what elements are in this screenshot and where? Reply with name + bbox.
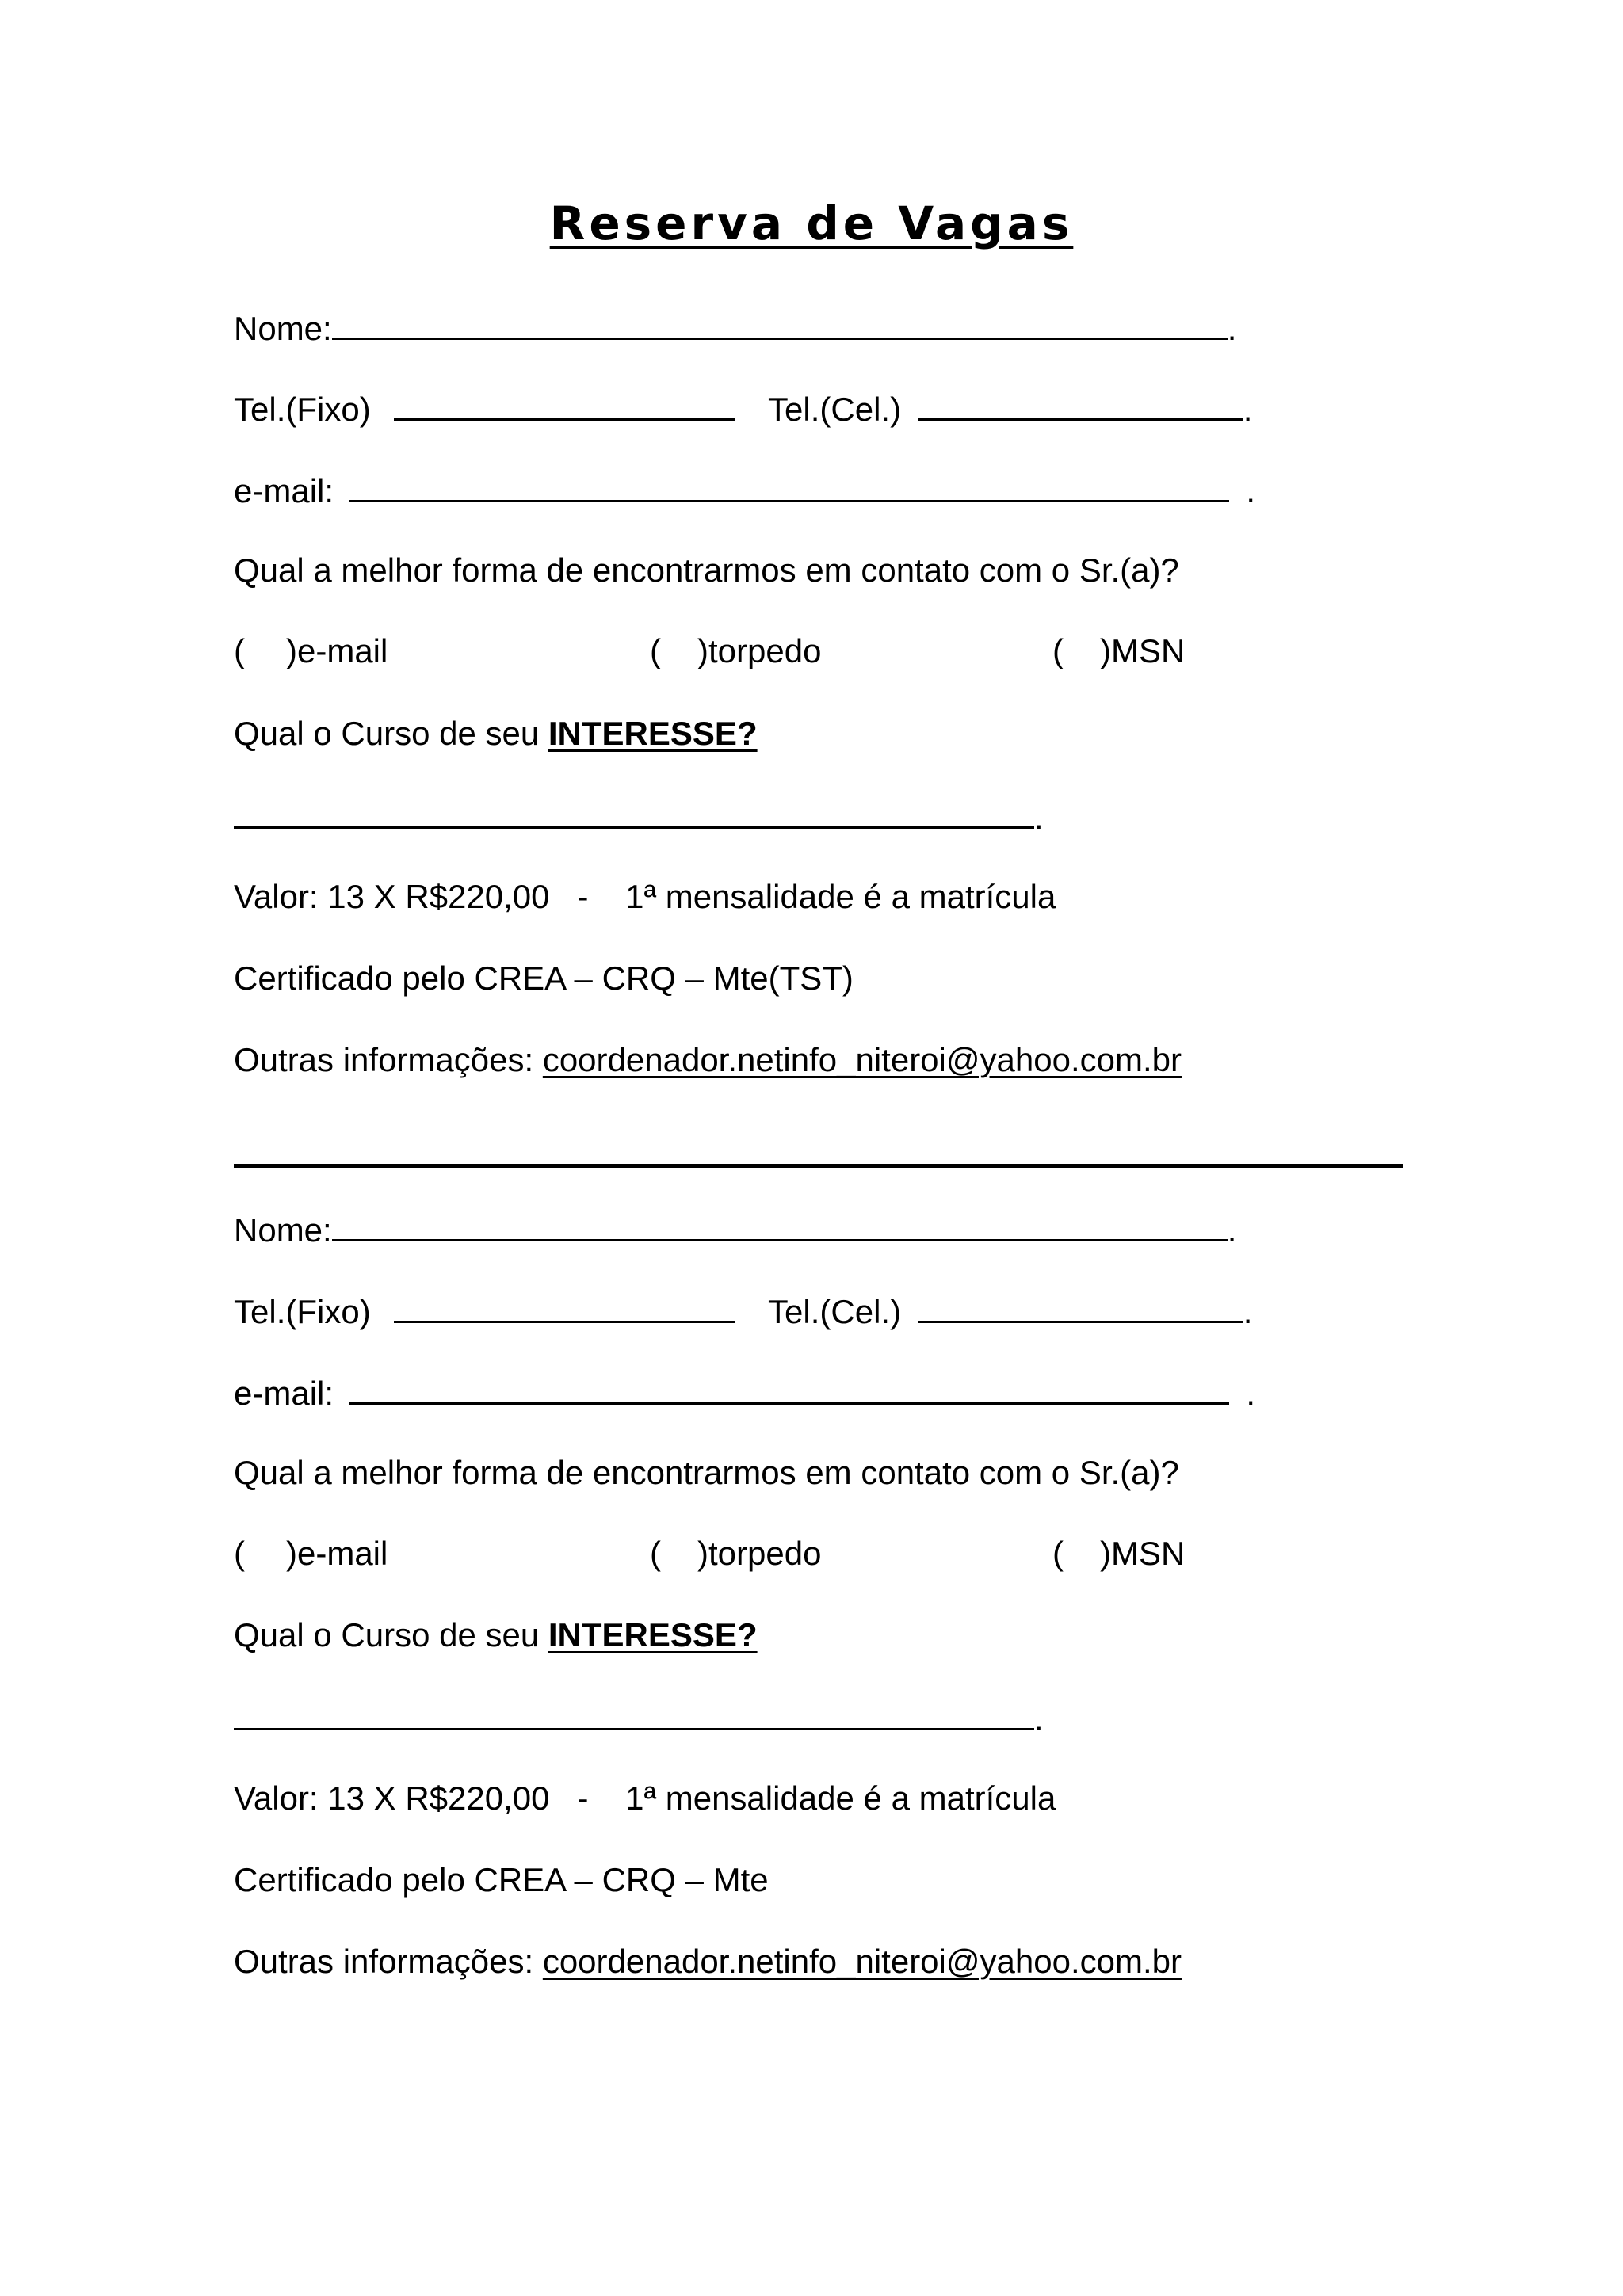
checkbox-torpedo[interactable] <box>650 1533 821 1574</box>
separator-line <box>234 1164 1403 1168</box>
tel-fixo-label: Tel.(Fixo) <box>234 391 371 428</box>
checkbox-open-paren: ( <box>234 632 245 669</box>
phone-row: Tel.(Fixo) Tel.(Cel.) . <box>234 1289 1252 1330</box>
info-row <box>234 1039 1182 1081</box>
course-field[interactable] <box>234 795 1034 829</box>
course-question: Qual o Curso de seu <box>234 1616 540 1653</box>
checkbox-open-paren: ( <box>650 1535 661 1572</box>
option-msn-label: )MSN <box>1100 632 1186 669</box>
name-label: Nome: <box>234 1211 332 1249</box>
option-email-label: )e-mail <box>286 632 388 669</box>
email-field[interactable] <box>349 468 1229 502</box>
certificate-text: Certificado pelo CREA – CRQ – Mte <box>234 1861 769 1898</box>
name-row: Nome: . <box>234 306 1236 347</box>
checkbox-msn[interactable] <box>1052 1533 1185 1574</box>
option-email-label: )e-mail <box>286 1535 388 1572</box>
tel-fixo-field[interactable] <box>394 1289 735 1323</box>
info-email-link[interactable]: coordenador.netinfo_niteroi@yahoo.com.br <box>542 1041 1182 1078</box>
tel-cel-label: Tel.(Cel.) <box>768 1293 902 1330</box>
course-emphasis: INTERESSE? <box>548 1616 758 1653</box>
course-emphasis: INTERESSE? <box>548 715 758 752</box>
checkbox-torpedo[interactable] <box>650 631 821 672</box>
tel-fixo-field[interactable] <box>394 387 735 421</box>
tel-cel-field[interactable] <box>918 1289 1243 1323</box>
checkbox-open-paren: ( <box>650 632 661 669</box>
email-row: e-mail: . <box>234 1371 1255 1412</box>
checkbox-email[interactable] <box>234 1533 388 1574</box>
tel-fixo-label: Tel.(Fixo) <box>234 1293 371 1330</box>
tel-cel-field[interactable] <box>918 387 1243 421</box>
checkbox-msn[interactable] <box>1052 631 1185 672</box>
email-label: e-mail: <box>234 1375 334 1412</box>
page-title: Reserva de Vagas <box>549 196 1074 250</box>
course-question-row <box>234 1615 758 1656</box>
tel-cel-label: Tel.(Cel.) <box>768 391 902 428</box>
course-row: . <box>234 1696 1044 1737</box>
option-msn-label: )MSN <box>1100 1535 1186 1572</box>
email-label: e-mail: <box>234 472 334 509</box>
certificate-text: Certificado pelo CREA – CRQ – Mte(TST) <box>234 959 854 997</box>
email-row: e-mail: . <box>234 468 1255 509</box>
checkbox-open-paren: ( <box>234 1535 245 1572</box>
name-field[interactable] <box>332 306 1228 340</box>
price-text: Valor: 13 X R$220,00 - 1ª mensalidade é a matrícula <box>234 1779 1056 1817</box>
course-field[interactable] <box>234 1696 1034 1730</box>
info-email-link[interactable]: coordenador.netinfo_niteroi@yahoo.com.br <box>542 1943 1182 1980</box>
name-field[interactable] <box>332 1207 1228 1241</box>
info-label: Outras informações: <box>234 1943 534 1980</box>
option-torpedo-label: )torpedo <box>697 632 822 669</box>
checkbox-open-paren: ( <box>1052 1535 1064 1572</box>
info-label: Outras informações: <box>234 1041 534 1078</box>
option-torpedo-label: )torpedo <box>697 1535 822 1572</box>
course-question: Qual o Curso de seu <box>234 715 540 752</box>
price-text: Valor: 13 X R$220,00 - 1ª mensalidade é a matrícula <box>234 878 1056 915</box>
checkbox-open-paren: ( <box>1052 632 1064 669</box>
course-question-row <box>234 713 758 754</box>
contact-question: Qual a melhor forma de encontrarmos em contato com o Sr.(a)? <box>234 1454 1179 1491</box>
checkbox-email[interactable] <box>234 631 388 672</box>
info-row <box>234 1941 1182 1982</box>
name-row: Nome: . <box>234 1207 1236 1249</box>
email-field[interactable] <box>349 1371 1229 1405</box>
contact-question: Qual a melhor forma de encontrarmos em contato com o Sr.(a)? <box>234 551 1179 589</box>
course-row: . <box>234 795 1044 836</box>
phone-row: Tel.(Fixo) Tel.(Cel.) . <box>234 387 1252 428</box>
name-label: Nome: <box>234 310 332 347</box>
